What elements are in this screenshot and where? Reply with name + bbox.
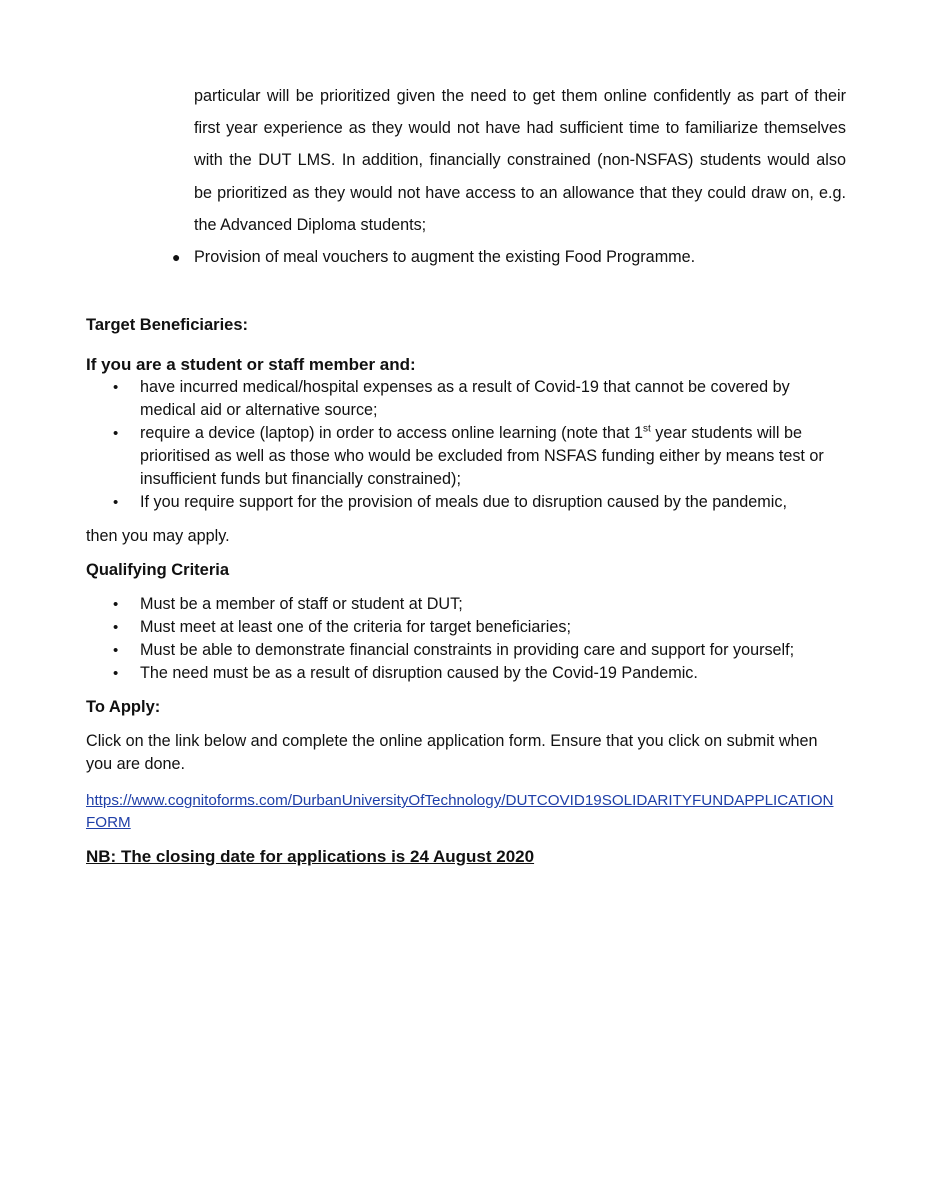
apply-instructions: Click on the link below and complete the online application form. Ensure that you click on submit when you are done. [86, 732, 818, 773]
application-form-link[interactable]: https://www.cognitoforms.com/DurbanUniversityOfTechnology/DUTCOVID19SOLIDARITYFUNDAPPLICATIONFORM [86, 792, 834, 831]
spacer [86, 548, 846, 559]
eligibility-subheading: If you are a student or staff member and: [86, 355, 416, 374]
list-item: • The need must be as a result of disruption caused by the Covid-19 Pandemic. [140, 662, 846, 685]
main-section [86, 314, 846, 868]
list-item: • Must be a member of staff or student at DUT; [140, 593, 846, 616]
bullet-icon: ● [172, 249, 181, 266]
to-apply-heading: To Apply: [86, 698, 161, 716]
meal-vouchers-text: Provision of meal vouchers to augment the existing Food Programme. [194, 248, 696, 267]
list-item [140, 422, 846, 491]
list-item [172, 241, 846, 273]
apply-closing-text: then you may apply. [86, 527, 230, 545]
list-item: • Must be able to demonstrate financial constraints in providing care and support for yourself; [140, 639, 846, 662]
intro-paragraph: particular will be prioritized given the need to get them online confidently as part of their first year experience as they would not have had sufficient time to familiarize themselves with the DUT LMS. In addition, financially constrained (non-NSFAS) students would also be prioritized as they would not have access to an allowance that they could draw on, e.g. the Advanced Diploma students; [194, 87, 846, 234]
spacer [86, 776, 846, 790]
ordinal-suffix: st [643, 423, 651, 435]
spacer [86, 719, 846, 730]
closing-date-notice: NB: The closing date for applications is 24 August 2020 [86, 847, 535, 866]
device-text-end: year students will be prioritised as well as those who would be excluded from NSFAS funding either by means test or insufficient funds but financially constrained); [140, 424, 824, 488]
intro-section [172, 80, 846, 273]
list-item: • If you require support for the provision of meals due to disruption caused by the pandemic, [140, 491, 846, 514]
criteria-list [86, 593, 846, 685]
beneficiaries-list [86, 376, 846, 514]
spacer [86, 582, 846, 593]
target-beneficiaries-heading: Target Beneficiaries: [86, 316, 249, 334]
qualifying-criteria-heading: Qualifying Criteria [86, 561, 230, 579]
spacer [86, 514, 846, 525]
list-item: • Must meet at least one of the criteria for target beneficiaries; [140, 616, 846, 639]
device-text-start: require a device (laptop) in order to access online learning (note that 1 [140, 424, 644, 442]
spacer [86, 685, 846, 696]
list-item: • have incurred medical/hospital expenses as a result of Covid-19 that cannot be covered by medical aid or alternative source; [140, 376, 846, 422]
spacer [86, 834, 846, 845]
